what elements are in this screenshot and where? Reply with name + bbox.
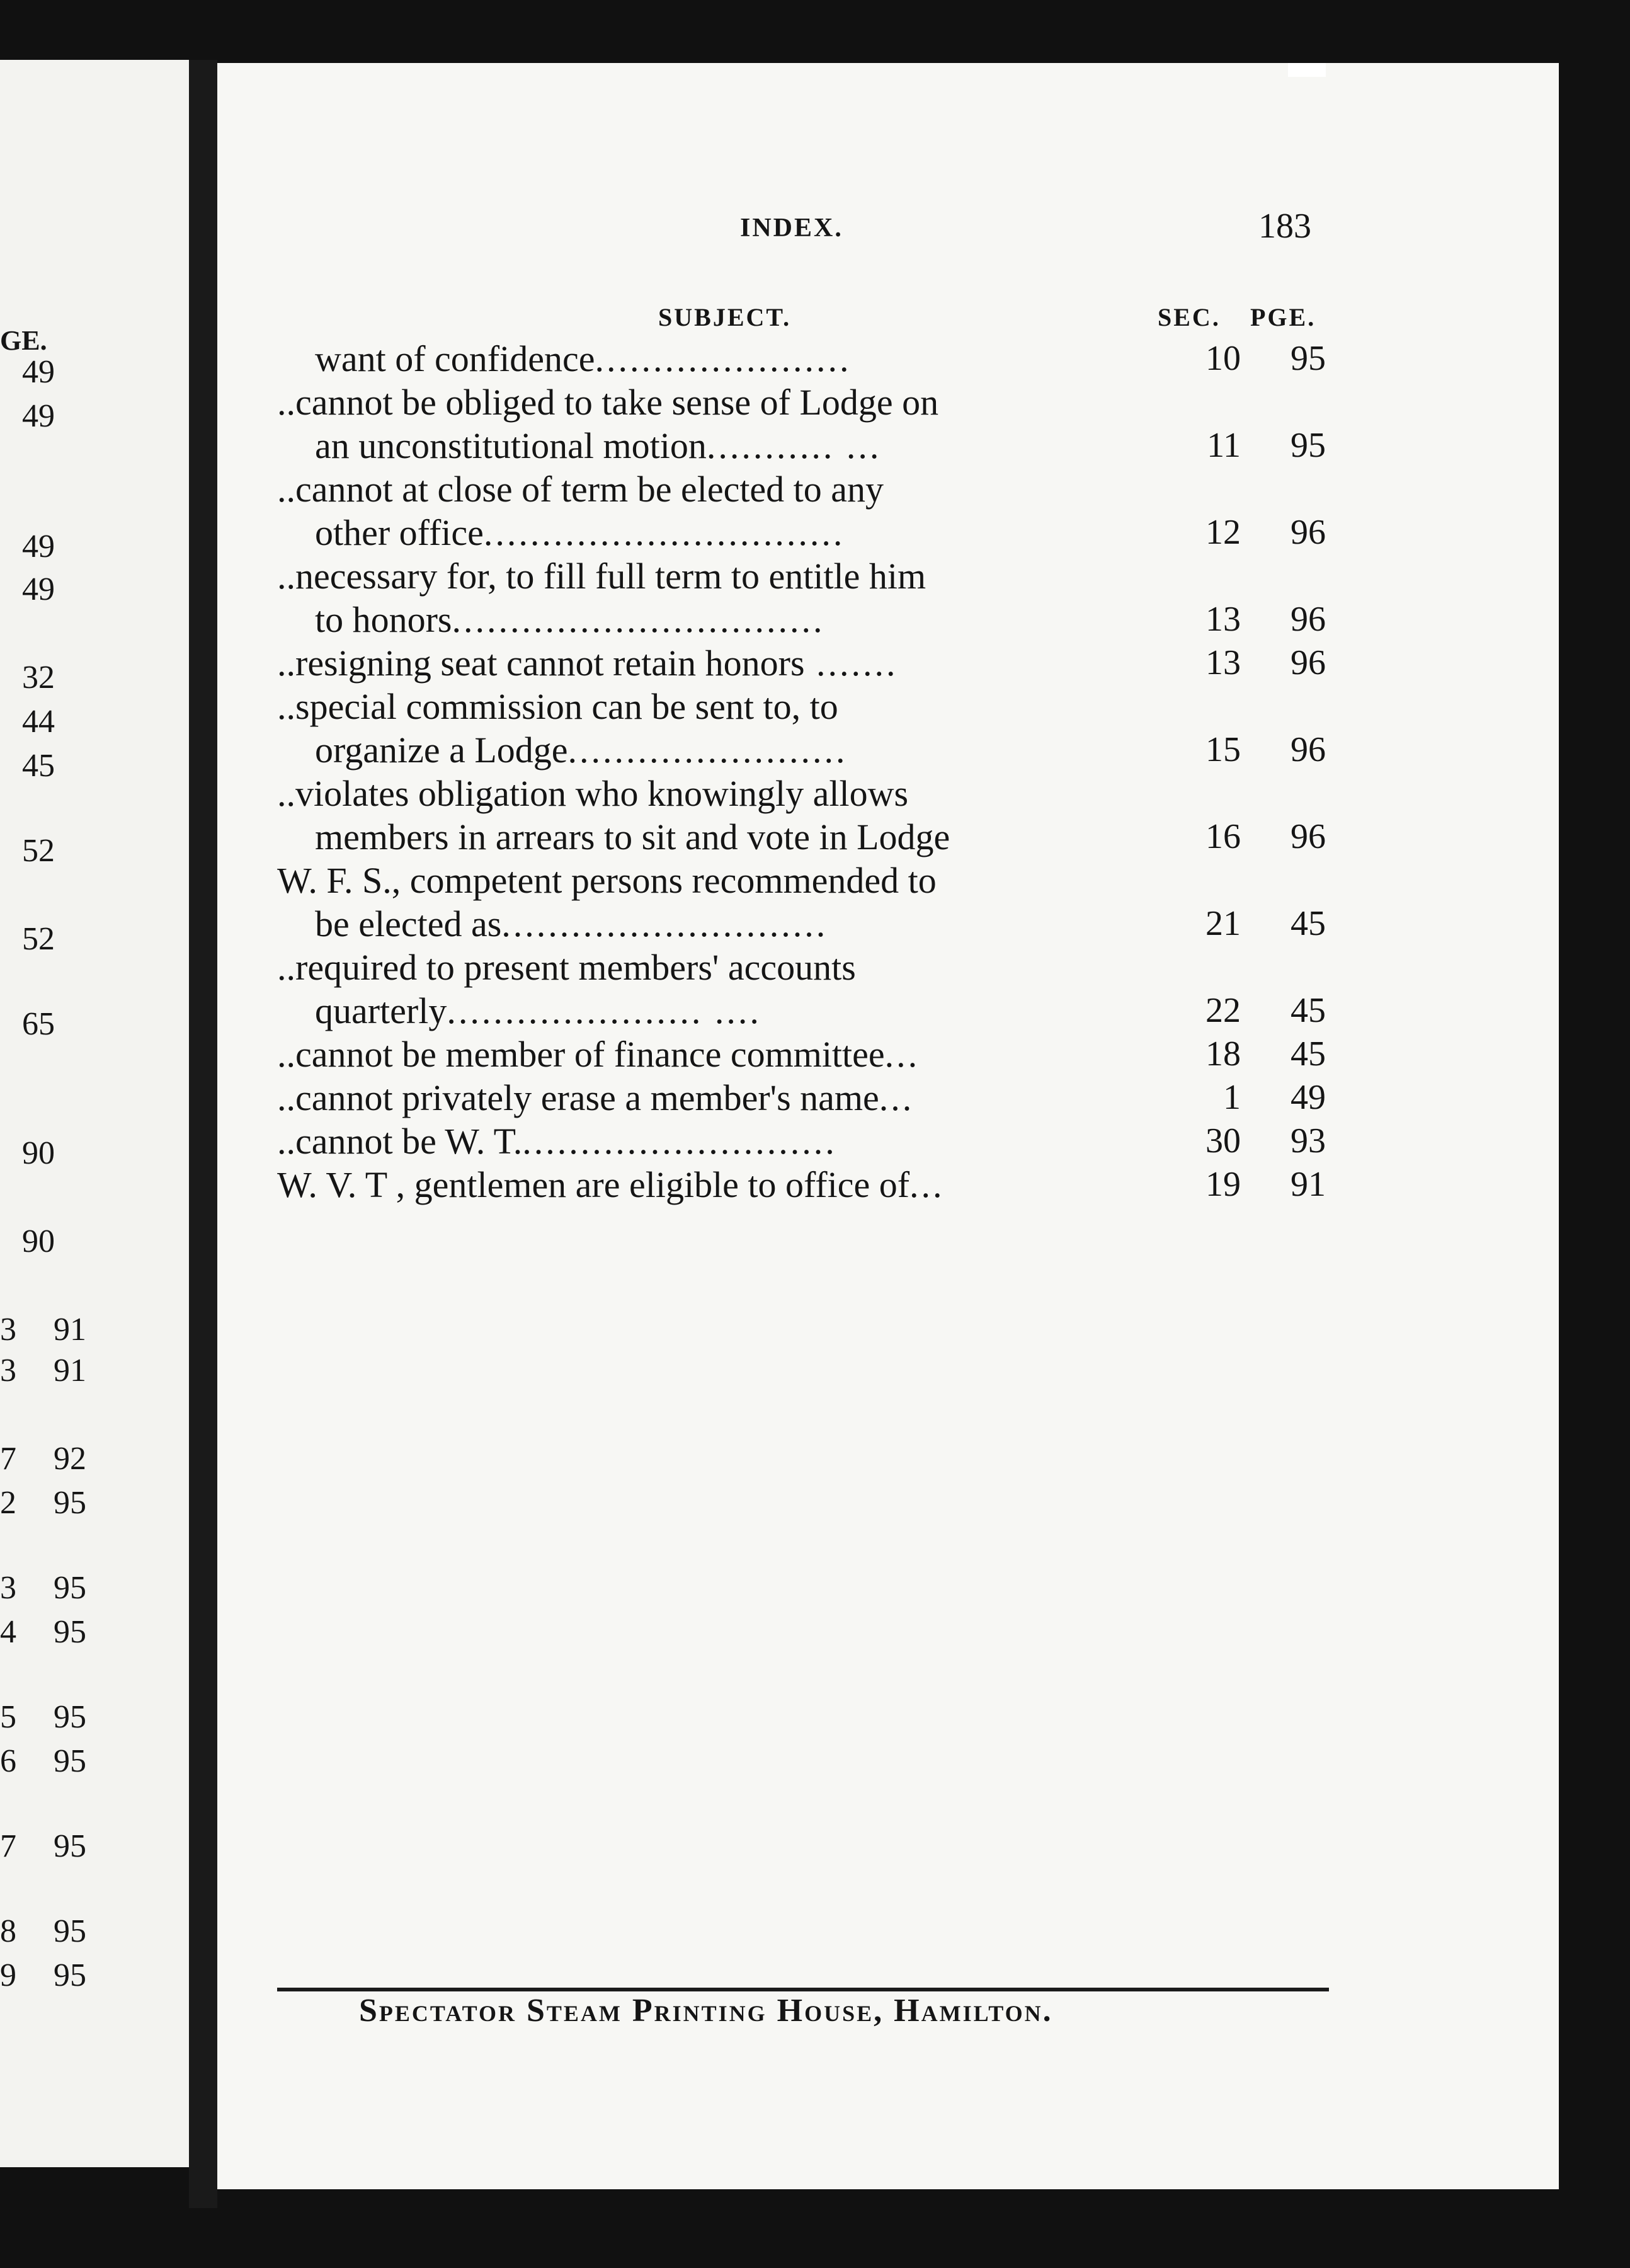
previous-page-pge-number: 45 [22, 748, 55, 784]
previous-page-pge-number: 49 [22, 571, 55, 607]
previous-page-pge-number: 49 [22, 354, 55, 390]
leader-dots: ...................... .... [447, 990, 761, 1031]
index-entry-text: ..required to present members' accounts [277, 947, 856, 988]
previous-page-pge-number: 49 [22, 398, 55, 434]
leader-dots: ............................ [501, 903, 828, 944]
page-number-ref: 96 [1291, 817, 1326, 856]
previous-page-sec-number: 3 [0, 1353, 16, 1389]
index-entry-line [315, 989, 1159, 1033]
previous-page-pge-number: 95 [54, 1957, 86, 1993]
index-entry-line [277, 1120, 1159, 1163]
page-corner-mark [1288, 63, 1326, 77]
index-entry-text: be elected as [315, 903, 502, 944]
previous-page-pge-number: 49 [22, 529, 55, 564]
index-entry-line [277, 1163, 1159, 1206]
previous-page-pge-number: 65 [22, 1006, 55, 1042]
sec-number: 19 [1205, 1165, 1241, 1204]
previous-page-sec-number: 4 [0, 1614, 16, 1650]
leader-dots: ... [879, 1077, 915, 1118]
column-header-fragment: GE. [0, 325, 47, 356]
previous-page-pge-number: 90 [22, 1135, 55, 1171]
previous-page-sec-number: 5 [0, 1699, 16, 1735]
index-entry-line [315, 511, 1159, 554]
footer-rule [277, 1988, 1329, 1991]
index-entry-line [277, 554, 1159, 598]
previous-page-pge-number: 90 [22, 1223, 55, 1259]
leader-dots: ... [909, 1164, 945, 1205]
index-entry-text: ..special commission can be sent to, to [277, 686, 838, 727]
index-entry-text: other office [315, 512, 484, 553]
previous-page-sec-number: 8 [0, 1913, 16, 1949]
previous-page-pge-number: 95 [54, 1913, 86, 1949]
index-entry-text: ..violates obligation who knowingly allows [277, 773, 909, 814]
index-entry-text: to honors [315, 599, 452, 640]
index-entry-text: ..cannot privately erase a member's name [277, 1077, 879, 1118]
previous-page-pge-number: 95 [54, 1614, 86, 1650]
index-entry-line [315, 902, 1159, 946]
book-gutter [189, 60, 217, 2208]
index-entry-line [277, 381, 1159, 424]
page-number-ref: 96 [1291, 513, 1326, 552]
index-entry-line [315, 815, 1159, 859]
page-number-ref: 45 [1291, 1034, 1326, 1074]
leader-dots: ........... ... [706, 425, 882, 466]
index-entry-text: quarterly [315, 990, 447, 1031]
page-number-ref: 96 [1291, 730, 1326, 769]
page-number-ref: 91 [1291, 1165, 1326, 1204]
previous-page-sec-number: 3 [0, 1312, 16, 1348]
index-entry-text: W. V. T , gentlemen are eligible to office of [277, 1164, 910, 1205]
index-entry-line [277, 772, 1159, 815]
leader-dots: ................................ [452, 599, 825, 640]
pge-column-header: PGE. [1250, 303, 1316, 331]
sec-number: 30 [1205, 1121, 1241, 1160]
index-entry-line [277, 467, 1159, 511]
previous-page-pge-number: 95 [54, 1699, 86, 1735]
index-entry-line [277, 1076, 1159, 1120]
sec-number: 10 [1205, 339, 1241, 378]
index-entry-text: an unconstitutional motion [315, 425, 707, 466]
sec-number: 1 [1223, 1078, 1241, 1117]
previous-page-pge-number: 44 [22, 704, 55, 740]
index-entry-line [277, 685, 1159, 728]
sec-column-header: SEC. [1158, 303, 1221, 331]
index-entry-text: organize a Lodge [315, 730, 568, 770]
previous-page-sec-number: 7 [0, 1441, 16, 1477]
running-head: INDEX. [740, 214, 843, 243]
index-entry-line [315, 598, 1159, 641]
previous-page-pge-number: 92 [54, 1441, 86, 1477]
previous-page-sec-number: 7 [0, 1828, 16, 1864]
leader-dots: ... [884, 1034, 920, 1075]
sec-number: 13 [1205, 643, 1241, 682]
previous-page-pge-number: 95 [54, 1828, 86, 1864]
sec-number: 18 [1205, 1034, 1241, 1074]
previous-page-sec-number: 2 [0, 1485, 16, 1521]
previous-page-pge-number: 52 [22, 833, 55, 869]
subject-column-header: SUBJECT. [658, 303, 792, 331]
sec-number: 22 [1205, 991, 1241, 1030]
previous-page-pge-number: 95 [54, 1570, 86, 1606]
sec-number: 16 [1205, 817, 1241, 856]
page-number-ref: 49 [1291, 1078, 1326, 1117]
sec-number: 11 [1207, 426, 1241, 465]
page-number-ref: 93 [1291, 1121, 1326, 1160]
page-number-ref: 45 [1291, 904, 1326, 943]
index-entry-text: ..cannot be member of finance committee [277, 1034, 885, 1075]
leader-dots: ....... [804, 643, 898, 684]
sec-number: 15 [1205, 730, 1241, 769]
index-entry-text: ..resigning seat cannot retain honors [277, 643, 805, 684]
sec-number: 12 [1205, 513, 1241, 552]
index-entry-text: ..cannot at close of term be elected to any [277, 469, 884, 510]
page-number-ref: 95 [1291, 426, 1326, 465]
index-entry-text: members in arrears to sit and vote in Lodge [315, 816, 950, 857]
previous-page-sec-number: 6 [0, 1743, 16, 1779]
previous-page-pge-number: 32 [22, 660, 55, 696]
previous-page-sec-number: 9 [0, 1957, 16, 1993]
leader-dots: ............................... [483, 512, 845, 553]
previous-page-pge-number: 95 [54, 1743, 86, 1779]
page-number: 183 [1258, 207, 1311, 246]
index-entry-line [277, 1033, 1159, 1076]
leader-dots: ...................... [595, 338, 852, 379]
sec-number: 13 [1205, 600, 1241, 639]
index-entry-line [277, 859, 1159, 902]
previous-page-pge-number: 91 [54, 1353, 86, 1389]
printer-imprint: Spectator Steam Printing House, Hamilton. [359, 1993, 1053, 2029]
index-entry-line [277, 946, 1159, 989]
index-entry-text: ..cannot be W. T. [277, 1121, 523, 1162]
index-entry-text: ..cannot be obliged to take sense of Lodge on [277, 382, 939, 423]
index-entry-text: want of confidence [315, 338, 595, 379]
index-entry-line [315, 424, 1159, 467]
leader-dots: ........................ [567, 730, 848, 770]
index-entry-text: ..necessary for, to fill full term to entitle him [277, 556, 926, 597]
index-entry-line [315, 337, 1159, 381]
previous-page-pge-number: 52 [22, 921, 55, 957]
index-entry-line [277, 641, 1159, 685]
index-entry-text: W. F. S., competent persons recommended to [277, 860, 937, 901]
previous-page-sec-number: 3 [0, 1570, 16, 1606]
page-number-ref: 96 [1291, 600, 1326, 639]
previous-page-pge-number: 91 [54, 1312, 86, 1348]
page-number-ref: 45 [1291, 991, 1326, 1030]
page-number-ref: 96 [1291, 643, 1326, 682]
previous-page-pge-number: 95 [54, 1485, 86, 1521]
leader-dots: ........................... [522, 1121, 837, 1162]
page-number-ref: 95 [1291, 339, 1326, 378]
index-entry-line [315, 728, 1159, 772]
sec-number: 21 [1205, 904, 1241, 943]
